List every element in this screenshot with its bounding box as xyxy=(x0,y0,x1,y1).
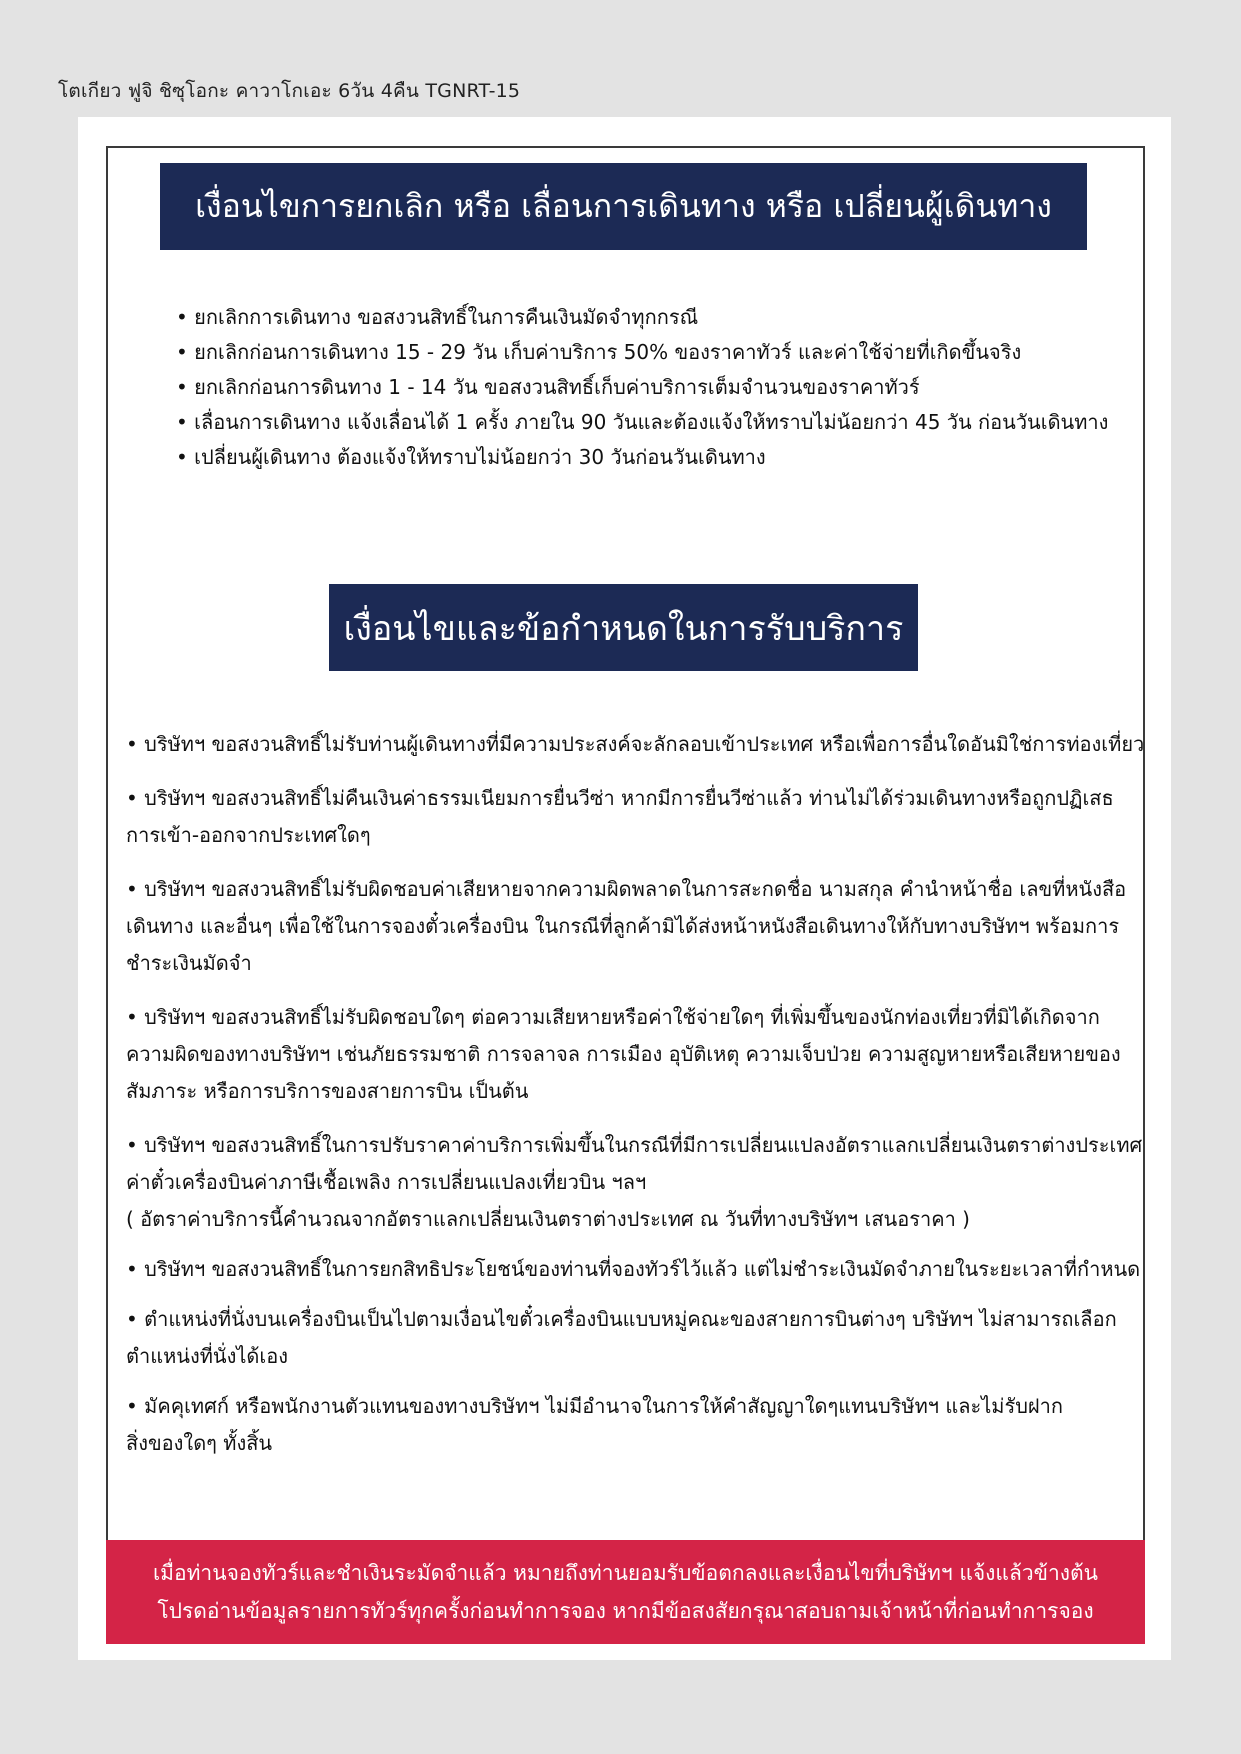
terms-line: • มัคคุเทศก์ หรือพนักงานตัวแทนของทางบริษัทฯ ไม่มีอำนาจในการให้คำสัญญาใดๆแทนบริษัทฯ และไม่รับฝาก xyxy=(126,1388,1126,1425)
terms-item xyxy=(126,1251,1141,1288)
footer-line: เมื่อท่านจองทัวร์และชำเงินระมัดจำแล้ว หมายถึงท่านยอมรับข้อตกลงและเงื่อนไขที่บริษัทฯ แจ้งแล้วข้างต้น xyxy=(152,1561,1099,1585)
terms-line: • บริษัทฯ ขอสงวนสิทธิ์ในการปรับราคาค่าบริการเพิ่มขึ้นในกรณีที่มีการเปลี่ยนแปลงอัตราแลกเปลี่ยนเงินตราต่างประเทศ xyxy=(126,1127,1126,1164)
terms-line: • บริษัทฯ ขอสงวนสิทธิ์ไม่รับผิดชอบค่าเสียหายจากความผิดพลาดในการสะกดชื่อ นามสกุล คำนำหน้าชื่อ เลขที่หนังสือ xyxy=(126,871,1126,908)
terms-line: เดินทาง และอื่นๆ เพื่อใช้ในการจองตั๋วเครื่องบิน ในกรณีที่ลูกค้ามิได้ส่งหน้าหนังสือเดินทางให้กับทางบริษัทฯ พร้อมการ xyxy=(126,914,1120,938)
cancellation-item: • ยกเลิกก่อนการเดินทาง 15 - 29 วัน เก็บค่าบริการ 50% ของราคาทัวร์ และค่าใช้จ่ายที่เกิดขึ้นจริง xyxy=(176,335,1108,370)
terms-item xyxy=(126,999,1126,1110)
cancellation-item: • เปลี่ยนผู้เดินทาง ต้องแจ้งให้ทราบไม่น้อยกว่า 30 วันก่อนวันเดินทาง xyxy=(176,440,1108,475)
terms-line: สัมภาระ หรือการบริการของสายการบิน เป็นต้น xyxy=(126,1079,529,1103)
terms-line: ตำแหน่งที่นั่งได้เอง xyxy=(126,1344,289,1368)
terms-line: • บริษัทฯ ขอสงวนสิทธิ์ในการยกสิทธิประโยชน์ของท่านที่จองทัวร์ไว้แล้ว แต่ไม่ชำระเงินมัดจำภายในระยะเวลาที่กำหนด xyxy=(126,1251,1126,1288)
cancellation-item: • ยกเลิกก่อนการดินทาง 1 - 14 วัน ขอสงวนสิทธิ์เก็บค่าบริการเต็มจำนวนของราคาทัวร์ xyxy=(176,370,1108,405)
terms-list xyxy=(126,726,1145,1479)
terms-heading: เงื่อนไขและข้อกำหนดในการรับบริการ xyxy=(329,584,918,671)
terms-line: ชำระเงินมัดจำ xyxy=(126,951,252,975)
terms-line: • บริษัทฯ ขอสงวนสิทธิ์ไม่รับผิดชอบใดๆ ต่อความเสียหายหรือค่าใช้จ่ายใดๆ ที่เพิ่มขึ้นของนักท่องเที่ยวที่มิได้เกิดจาก xyxy=(126,999,1126,1036)
terms-item xyxy=(126,871,1126,982)
footer-notice xyxy=(106,1540,1145,1644)
terms-line: สิ่งของใดๆ ทั้งสิ้น xyxy=(126,1431,273,1455)
document-header-title: โตเกียว ฟูจิ ชิซุโอกะ คาวาโกเอะ 6วัน 4คืน TGNRT-15 xyxy=(58,80,521,102)
terms-line: การเข้า-ออกจากประเทศใดๆ xyxy=(126,823,371,847)
footer-line: โปรดอ่านข้อมูลรายการทัวร์ทุกครั้งก่อนทำการจอง หากมีข้อสงสัยกรุณาสอบถามเจ้าหน้าที่ก่อนทำการจอง xyxy=(157,1599,1094,1623)
terms-line: • ตำแหน่งที่นั่งบนเครื่องบินเป็นไปตามเงื่อนไขตั๋วเครื่องบินแบบหมู่คณะของสายการบินต่างๆ บริษัทฯ ไม่สามารถเลือก xyxy=(126,1301,1126,1338)
terms-item xyxy=(126,1301,1126,1375)
terms-item xyxy=(126,1388,1126,1462)
terms-line: ( อัตราค่าบริการนี้คำนวณจากอัตราแลกเปลี่ยนเงินตราต่างประเทศ ณ วันที่ทางบริษัทฯ เสนอราคา ) xyxy=(126,1207,970,1231)
terms-item xyxy=(126,1127,1143,1238)
cancellation-list xyxy=(176,300,1108,475)
cancellation-item: • ยกเลิกการเดินทาง ขอสงวนสิทธิ์ในการคืนเงินมัดจำทุกกรณี xyxy=(176,300,1108,335)
terms-item xyxy=(126,780,1126,854)
terms-line: • บริษัทฯ ขอสงวนสิทธิ์ไม่คืนเงินค่าธรรมเนียมการยื่นวีซ่า หากมีการยื่นวีซ่าแล้ว ท่านไม่ได้ร่วมเดินทางหรือถูกปฏิเสธ xyxy=(126,780,1126,817)
terms-item xyxy=(126,726,1145,763)
terms-line: ค่าตั๋วเครื่องบินค่าภาษีเชื้อเพลิง การเปลี่ยนแปลงเที่ยวบิน ฯลฯ xyxy=(126,1170,647,1194)
cancellation-heading: เงื่อนไขการยกเลิก หรือ เลื่อนการเดินทาง หรือ เปลี่ยนผู้เดินทาง xyxy=(160,163,1087,250)
terms-line: ความผิดของทางบริษัทฯ เช่นภัยธรรมชาติ การจลาจล การเมือง อุบัติเหตุ ความเจ็บป่วย ความสูญหายหรือเสียหายของ xyxy=(126,1042,1121,1066)
terms-line: • บริษัทฯ ขอสงวนสิทธิ์ไม่รับท่านผู้เดินทางที่มีความประสงค์จะลักลอบเข้าประเทศ หรือเพื่อการอื่นใดอันมิใช่การท่องเที่ยว xyxy=(126,726,1126,763)
cancellation-item: • เลื่อนการเดินทาง แจ้งเลื่อนได้ 1 ครั้ง ภายใน 90 วันและต้องแจ้งให้ทราบไม่น้อยกว่า 45 วัน ก่อนวันเดินทาง xyxy=(176,405,1108,440)
